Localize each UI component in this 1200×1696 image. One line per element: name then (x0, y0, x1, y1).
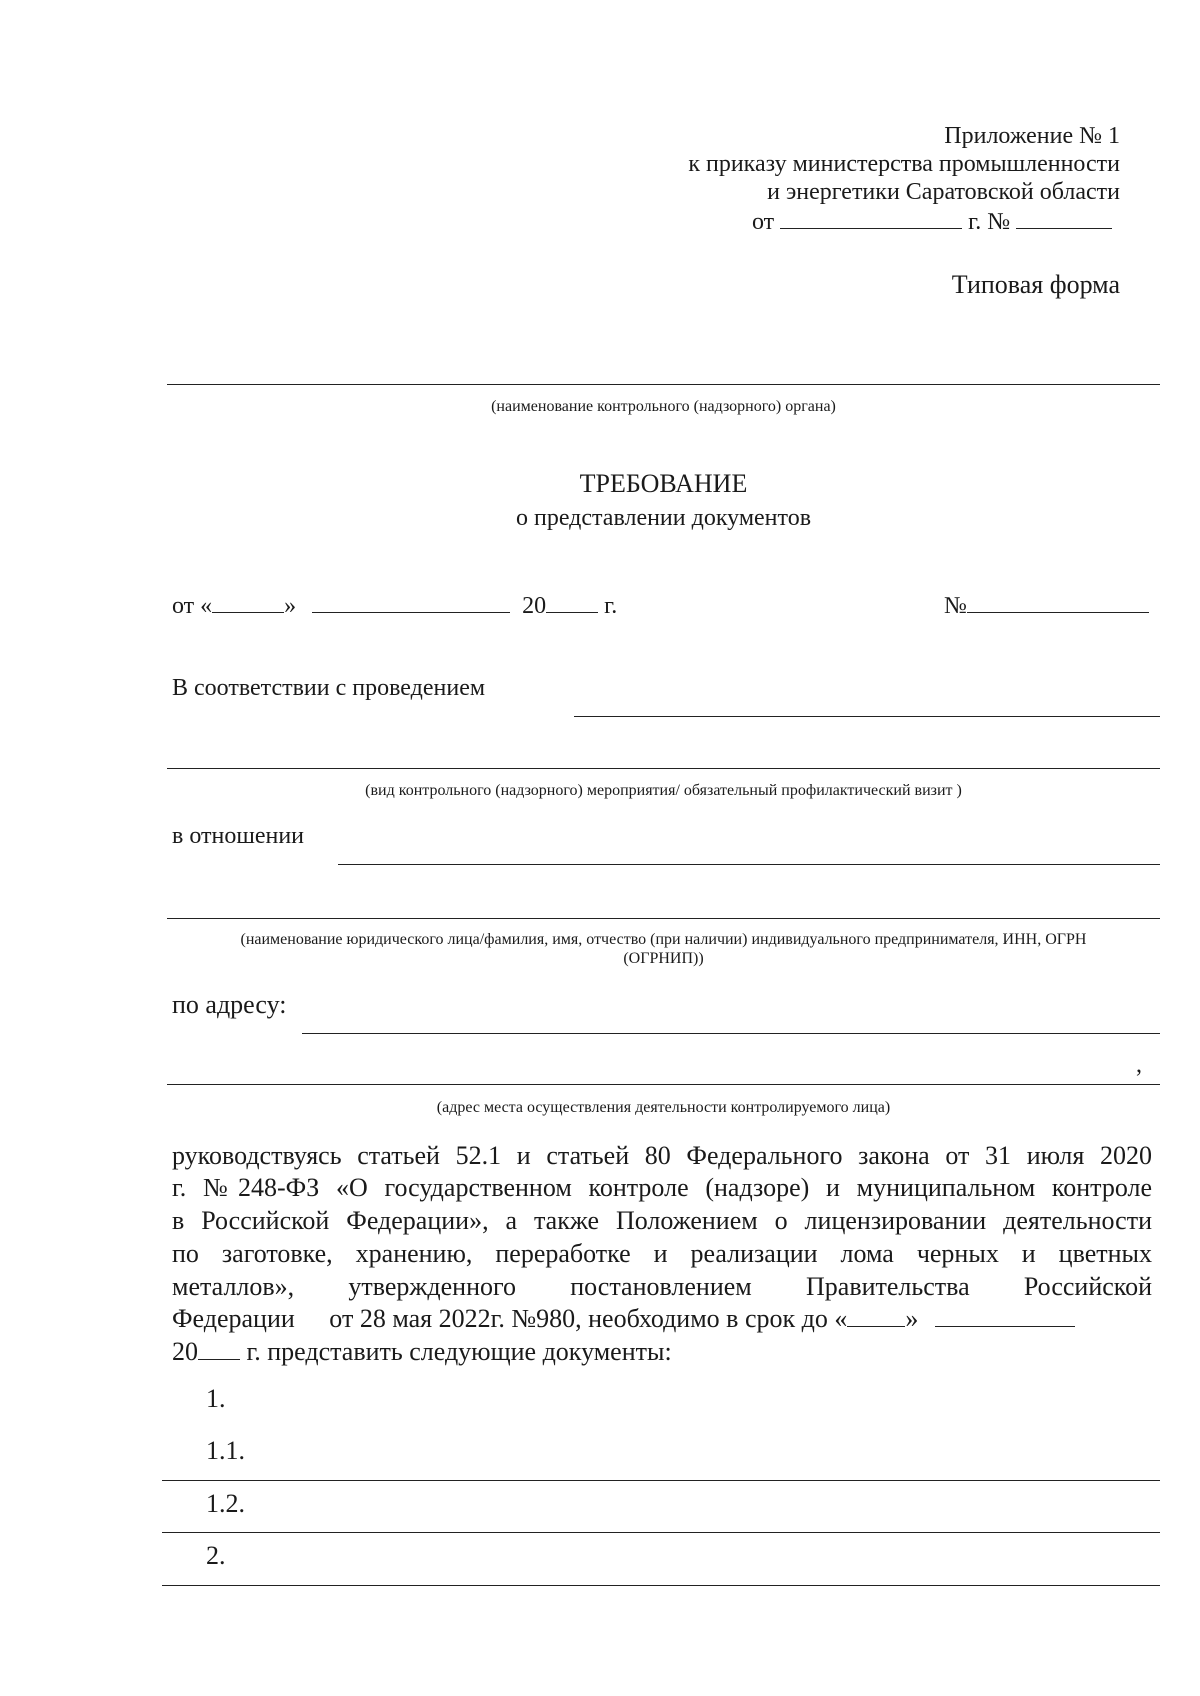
body-line-1: руководствуясь статьей 52.1 и статьей 80 Федерального закона от 31 июля 2020 (172, 1141, 1152, 1170)
order-date-prefix: от (752, 209, 775, 235)
list-item-2-field[interactable] (162, 1585, 1160, 1586)
regarding-field-1[interactable] (338, 864, 1160, 865)
organ-name-field[interactable] (167, 384, 1160, 385)
demand-number-row (944, 590, 1149, 621)
date-close-quote: » (284, 593, 297, 619)
document-title: ТРЕБОВАНИЕ (579, 469, 748, 498)
conducting-field-1[interactable] (574, 716, 1160, 717)
deadline-month-field[interactable] (935, 1304, 1075, 1327)
list-item-2: 2. (206, 1541, 226, 1570)
conducting-field-2[interactable] (167, 768, 1160, 769)
list-item-1-2-field[interactable] (162, 1532, 1160, 1533)
address-field-2[interactable] (167, 1084, 1160, 1085)
appendix-number: Приложение № 1 (944, 123, 1120, 149)
body-line-7-text: г. представить следующие документы: (246, 1337, 672, 1366)
list-item-1-2: 1.2. (206, 1489, 245, 1518)
body-line-5-word-3: постановлением (570, 1272, 752, 1301)
order-date-field[interactable] (780, 206, 962, 229)
body-line-3: в Российской Федерации», а также Положением о лицензировании деятельности (172, 1206, 1152, 1235)
list-item-1-1-field[interactable] (162, 1480, 1160, 1481)
year-suffix: г. (604, 593, 618, 619)
date-prefix: от « (172, 593, 213, 619)
order-reference: к приказу министерства промышленности (688, 151, 1120, 177)
body-line-5-word-4: Правительства (806, 1272, 970, 1301)
deadline-day-field[interactable] (847, 1304, 905, 1327)
regarding-caption-1: (наименование юридического лица/фамилия, имя, отчество (при наличии) индивидуального предпринимателя, ИНН, ОГРН (240, 931, 1087, 948)
body-line-5-word-5: Российской (1023, 1272, 1152, 1301)
deadline-year-field[interactable] (198, 1337, 240, 1360)
body-line-6 (172, 1304, 1152, 1334)
list-item-1: 1. (206, 1384, 226, 1413)
order-number-prefix: г. № (968, 209, 1011, 235)
body-line-5-word-1: металлов», (172, 1272, 295, 1301)
conducting-caption: (вид контрольного (надзорного) мероприятия/ обязательный профилактический визит ) (365, 782, 962, 799)
order-number-field[interactable] (1016, 206, 1112, 229)
organ-name-caption: (наименование контрольного (надзорного) органа) (491, 398, 836, 415)
deadline-close-quote: » (905, 1304, 919, 1333)
regarding-field-2[interactable] (167, 918, 1160, 919)
body-line-5-word-2: утвержденного (348, 1272, 517, 1301)
body-line-6-word-1: Федерации (172, 1304, 295, 1333)
address-caption: (адрес места осуществления деятельности контролируемого лица) (436, 1099, 891, 1116)
body-line-5 (172, 1272, 1152, 1302)
body-line-7 (172, 1337, 672, 1367)
form-type-label: Типовая форма (951, 270, 1120, 299)
year-prefix: 20 (522, 593, 547, 619)
conducting-label: В соответствии с проведением (172, 675, 486, 701)
deadline-year-prefix: 20 (172, 1337, 198, 1366)
document-subtitle: о представлении документов (515, 505, 812, 531)
body-line-4: по заготовке, хранению, переработке и реализации лома черных и цветных (172, 1239, 1152, 1268)
address-comma: , (1136, 1052, 1142, 1078)
regarding-caption-2: (ОГРНИП)) (623, 950, 704, 967)
ministry-name: и энергетики Саратовской области (767, 179, 1120, 205)
month-field[interactable] (312, 590, 510, 613)
regarding-label: в отношении (172, 823, 305, 849)
address-label: по адресу: (172, 990, 287, 1019)
body-line-6-text: от 28 мая 2022г. №980, необходимо в срок до « (329, 1304, 848, 1333)
demand-date-row (172, 590, 617, 621)
address-field-1[interactable] (302, 1033, 1160, 1034)
number-sign: № (944, 593, 967, 619)
body-line-2: г. №248-ФЗ «О государственном контроле (надзоре) и муниципальном контроле (172, 1173, 1152, 1202)
day-field[interactable] (212, 590, 284, 613)
order-date-row (752, 206, 1112, 237)
demand-number-field[interactable] (967, 590, 1149, 613)
year-field[interactable] (546, 590, 598, 613)
list-item-1-1: 1.1. (206, 1436, 245, 1465)
